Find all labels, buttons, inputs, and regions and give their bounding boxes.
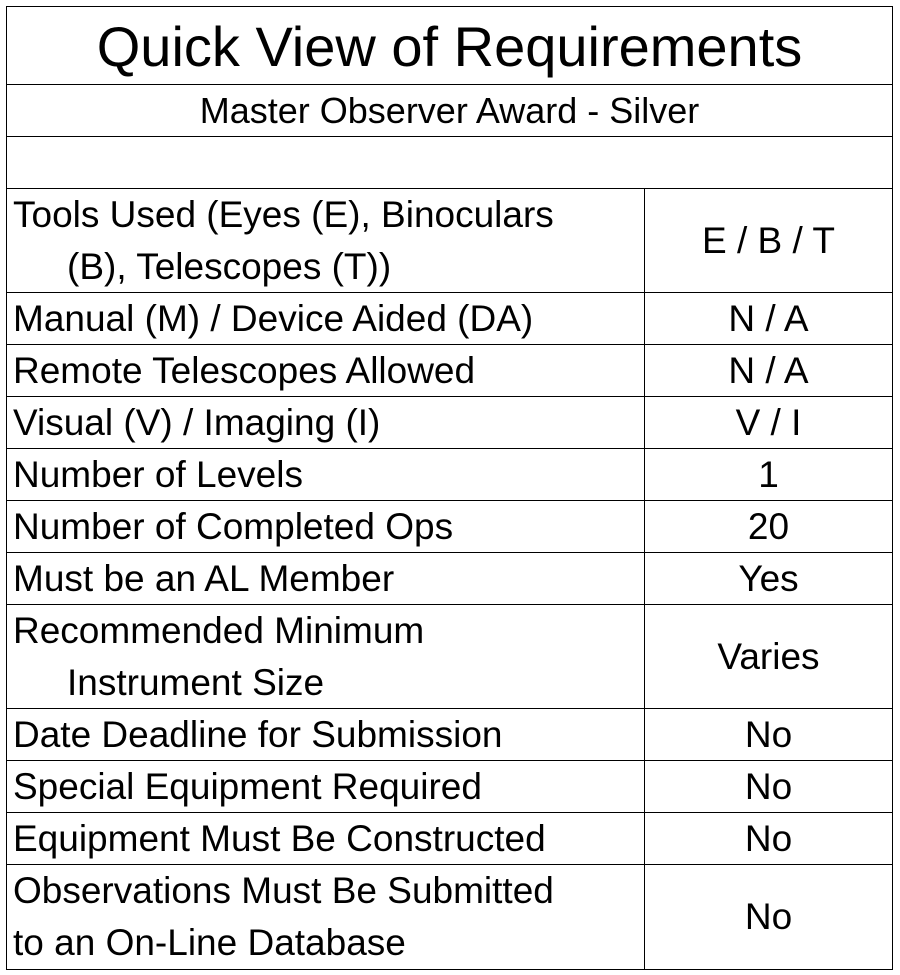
row-completed-ops — [7, 501, 892, 553]
blank-spacer-row — [7, 137, 892, 189]
row-equipment-constructed — [7, 813, 892, 865]
row-label-line1: Recommended Minimum — [13, 610, 425, 651]
table-subtitle: Master Observer Award - Silver — [7, 85, 892, 137]
row-label: Date Deadline for Submission — [7, 709, 645, 760]
row-value: 20 — [747, 505, 790, 547]
row-online-database — [7, 865, 892, 969]
row-value: Varies — [717, 635, 820, 677]
row-label-line2: to an On-Line Database — [13, 922, 406, 963]
row-label-line2: Instrument Size — [67, 662, 325, 703]
row-value: No — [744, 896, 793, 937]
row-label-line1: Tools Used (Eyes (E), Binoculars — [13, 194, 554, 235]
row-label: Visual (V) / Imaging (I) — [7, 397, 645, 448]
row-remote-telescopes — [7, 345, 892, 397]
requirements-table — [6, 6, 893, 970]
row-value: V / I — [735, 401, 802, 443]
row-label: Number of Levels — [7, 449, 645, 500]
row-label — [7, 865, 645, 969]
row-label: Must be an AL Member — [7, 553, 645, 604]
row-number-of-levels — [7, 449, 892, 501]
row-value: N / A — [728, 297, 809, 339]
row-label — [7, 605, 645, 708]
row-al-member — [7, 553, 892, 605]
row-date-deadline — [7, 709, 892, 761]
row-label: Remote Telescopes Allowed — [7, 345, 645, 396]
row-value: Yes — [738, 557, 799, 599]
row-value: No — [744, 765, 793, 807]
row-value: N / A — [728, 349, 809, 391]
row-special-equipment — [7, 761, 892, 813]
table-title: Quick View of Requirements — [7, 7, 892, 85]
row-label: Manual (M) / Device Aided (DA) — [7, 293, 645, 344]
row-visual-imaging — [7, 397, 892, 449]
row-label-line1: Observations Must Be Submitted — [13, 870, 554, 911]
row-value: E / B / T — [702, 219, 835, 261]
row-value: No — [744, 713, 793, 755]
row-instrument-size — [7, 605, 892, 709]
row-label-line2: (B), Telescopes (T)) — [67, 246, 392, 287]
row-label: Number of Completed Ops — [7, 501, 645, 552]
row-manual-device-aided — [7, 293, 892, 345]
row-tools-used — [7, 189, 892, 293]
row-label: Equipment Must Be Constructed — [7, 813, 645, 864]
row-value: No — [744, 817, 793, 859]
row-label — [7, 189, 645, 292]
row-value: 1 — [758, 453, 779, 495]
row-label: Special Equipment Required — [7, 761, 645, 812]
